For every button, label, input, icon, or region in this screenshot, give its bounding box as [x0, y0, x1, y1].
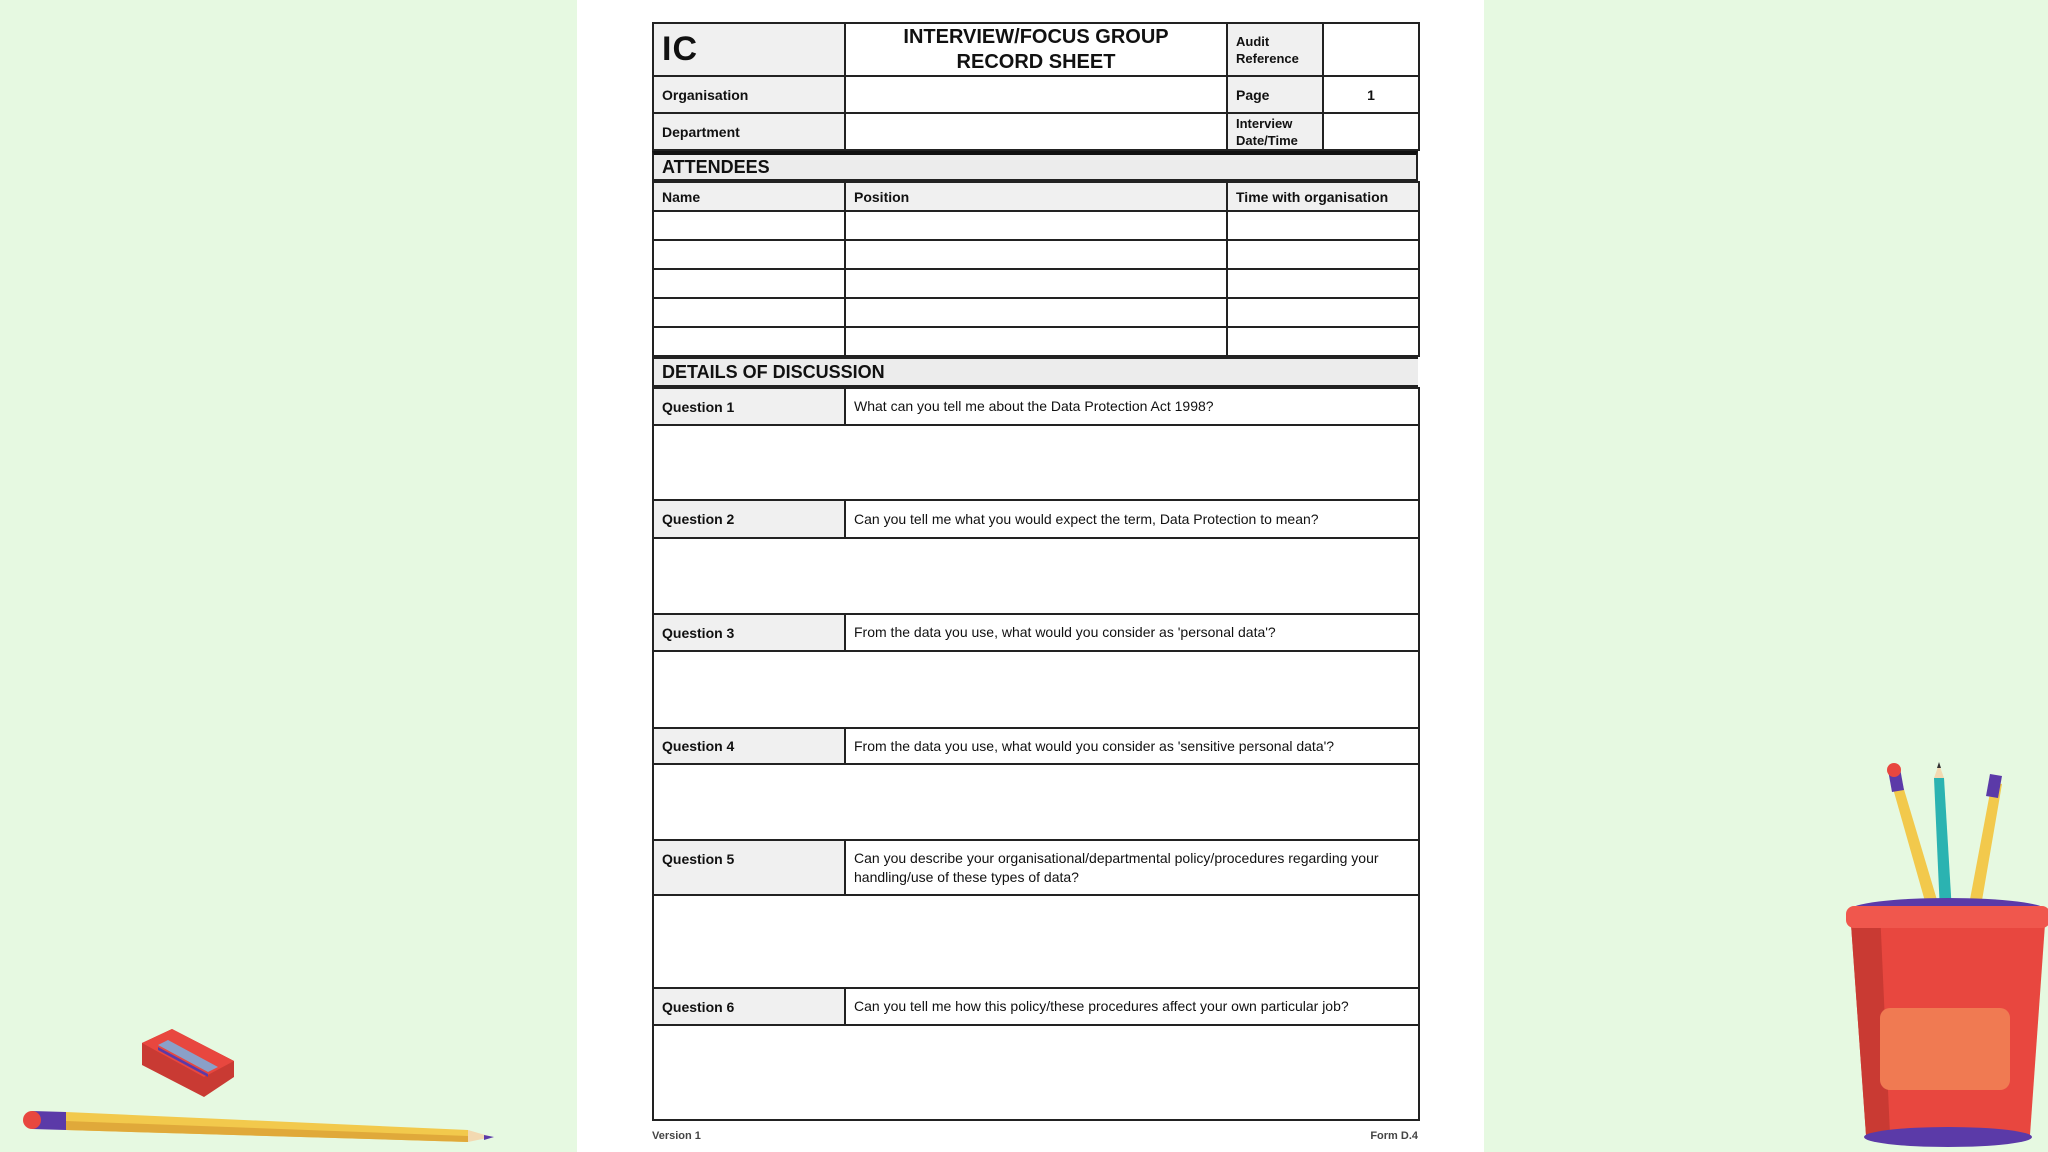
answer-area[interactable]	[653, 764, 1419, 840]
question-label: Question 4	[653, 728, 845, 764]
attendee-name-field[interactable]	[653, 298, 845, 327]
form-title-line1: INTERVIEW/FOCUS GROUP	[903, 25, 1169, 48]
attendees-heading: ATTENDEES	[652, 151, 1418, 181]
question-text: What can you tell me about the Data Protection Act 1998?	[845, 388, 1419, 425]
footer-form-id: Form D.4	[1370, 1130, 1418, 1142]
attendee-position-field[interactable]	[845, 298, 1227, 327]
attendee-position-field[interactable]	[845, 240, 1227, 269]
attendee-time-field[interactable]	[1227, 240, 1419, 269]
attendees-header-time: Time with organisation	[1227, 182, 1419, 211]
attendee-row	[653, 269, 1419, 298]
pencil-cup-icon	[1840, 760, 2048, 1152]
question-text: From the data you use, what would you consider as 'sensitive personal data'?	[845, 728, 1419, 764]
attendee-name-field[interactable]	[653, 269, 845, 298]
answer-area[interactable]	[653, 651, 1419, 728]
record-sheet	[652, 22, 1418, 1142]
question-row	[653, 840, 1419, 895]
header-table	[652, 22, 1420, 151]
attendee-name-field[interactable]	[653, 240, 845, 269]
question-row	[653, 988, 1419, 1025]
discussion-heading: DETAILS OF DISCUSSION	[652, 357, 1418, 387]
answer-area[interactable]	[653, 895, 1419, 988]
question-text: Can you describe your organisational/departmental policy/procedures regarding your handling/use of these types of data?	[845, 840, 1419, 895]
page-value: 1	[1323, 76, 1419, 113]
answer-area[interactable]	[653, 1025, 1419, 1120]
attendee-time-field[interactable]	[1227, 211, 1419, 240]
attendees-header-position: Position	[845, 182, 1227, 211]
department-label: Department	[653, 113, 845, 150]
interview-datetime-field[interactable]	[1323, 113, 1419, 150]
pencil-icon	[18, 1100, 498, 1152]
attendee-time-field[interactable]	[1227, 327, 1419, 356]
interview-datetime-label: Interview Date/Time	[1227, 113, 1323, 150]
questions-table	[652, 387, 1420, 1121]
attendee-name-field[interactable]	[653, 211, 845, 240]
answer-area[interactable]	[653, 538, 1419, 614]
attendee-time-field[interactable]	[1227, 269, 1419, 298]
attendee-row	[653, 211, 1419, 240]
attendee-time-field[interactable]	[1227, 298, 1419, 327]
attendee-row	[653, 298, 1419, 327]
attendees-table	[652, 181, 1420, 357]
page-label: Page	[1227, 76, 1323, 113]
attendee-name-field[interactable]	[653, 327, 845, 356]
attendee-position-field[interactable]	[845, 327, 1227, 356]
question-row	[653, 388, 1419, 425]
question-label: Question 2	[653, 500, 845, 538]
attendee-row	[653, 240, 1419, 269]
question-text: Can you tell me what you would expect the term, Data Protection to mean?	[845, 500, 1419, 538]
sharpener-icon	[138, 1025, 238, 1101]
attendees-header-name: Name	[653, 182, 845, 211]
logo: IC	[653, 23, 845, 76]
department-field[interactable]	[845, 113, 1227, 150]
audit-reference-label: Audit Reference	[1227, 23, 1323, 76]
question-row	[653, 614, 1419, 651]
question-text: Can you tell me how this policy/these procedures affect your own particular job?	[845, 988, 1419, 1025]
attendee-position-field[interactable]	[845, 269, 1227, 298]
question-label: Question 5	[653, 840, 845, 895]
audit-reference-field[interactable]	[1323, 23, 1419, 76]
form-title-line2: RECORD SHEET	[956, 50, 1116, 73]
attendee-row	[653, 327, 1419, 356]
question-row	[653, 500, 1419, 538]
form-title	[845, 23, 1227, 76]
attendee-position-field[interactable]	[845, 211, 1227, 240]
question-row	[653, 728, 1419, 764]
footer-version: Version 1	[652, 1130, 701, 1142]
organisation-field[interactable]	[845, 76, 1227, 113]
question-label: Question 1	[653, 388, 845, 425]
question-label: Question 6	[653, 988, 845, 1025]
question-text: From the data you use, what would you consider as 'personal data'?	[845, 614, 1419, 651]
organisation-label: Organisation	[653, 76, 845, 113]
document-page	[577, 0, 1484, 1152]
question-label: Question 3	[653, 614, 845, 651]
answer-area[interactable]	[653, 425, 1419, 500]
